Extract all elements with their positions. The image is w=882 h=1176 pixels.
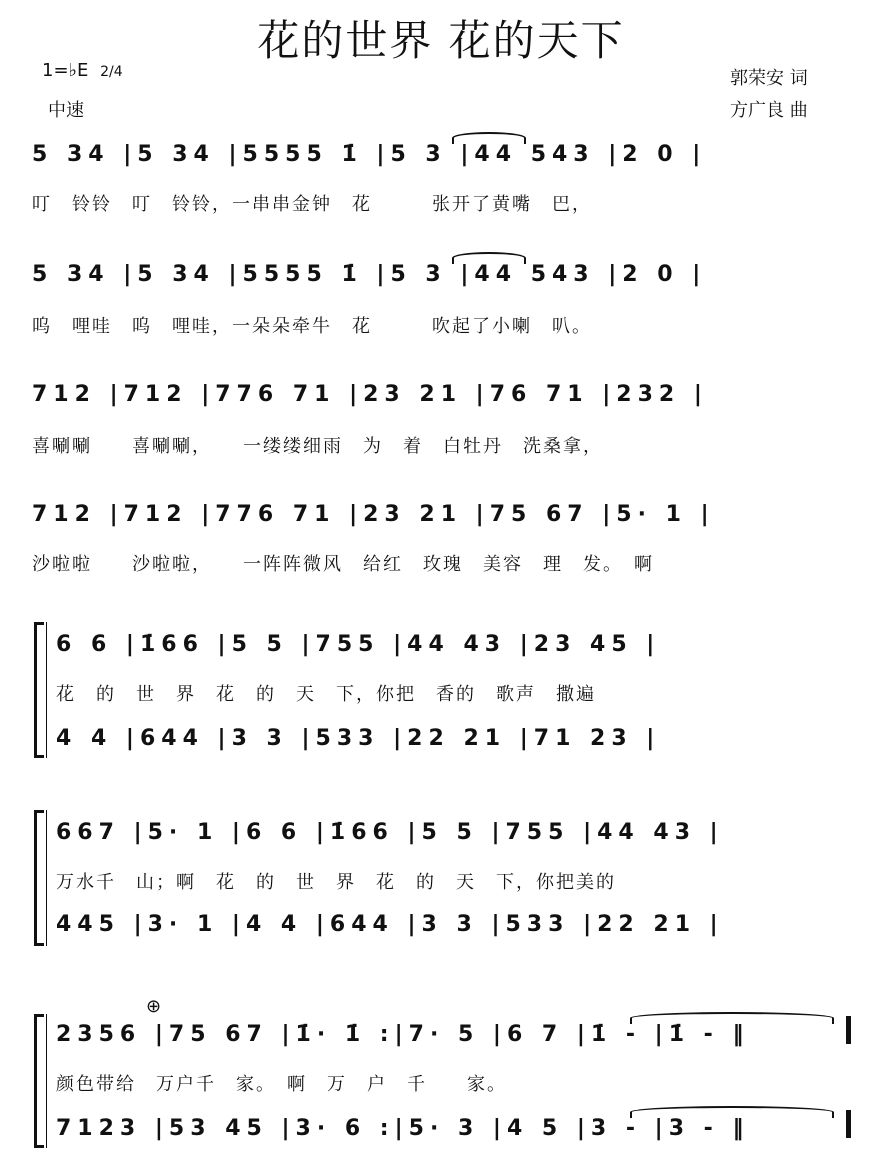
system-barline <box>46 810 47 946</box>
system-6-melody: 667 |5· 1 |6 6 |1̇66 |5 5 |755 |44 43 | <box>56 820 724 845</box>
system-barline <box>46 622 47 758</box>
song-title: 花的世界 花的天下 <box>257 16 625 65</box>
system-7-lyrics: 颜色带给 万户千 家。 啊 万 户 千 家。 <box>56 1074 507 1095</box>
composer-credit: 方广良 曲 <box>730 100 808 121</box>
tie-mark <box>630 1012 834 1024</box>
tie-mark <box>630 1106 834 1118</box>
system-4-lyrics: 沙啦啦 沙啦啦， 一阵阵微风 给红 玫瑰 美容 理 发。 啊 <box>32 554 654 575</box>
system-1-melody: 5 34 |5 34 |5555 1̇ |5 3 |44 543 |2 0 | <box>32 142 707 167</box>
time-signature: 2/4 <box>100 64 123 80</box>
lyricist-credit: 郭荣安 词 <box>730 68 808 89</box>
segno-icon: ⊕ <box>146 996 162 1017</box>
system-2-melody: 5 34 |5 34 |5555 1̇ |5 3 |44 543 |2 0 | <box>32 262 707 287</box>
system-barline <box>46 1014 47 1148</box>
final-barline <box>846 1110 851 1138</box>
system-5-melody: 6 6 |1̇66 |5 5 |755 |44 43 |23 45 | <box>56 632 661 657</box>
system-2-lyrics: 呜 哩哇 呜 哩哇，一朵朵牵牛 花 吹起了小喇 叭。 <box>32 316 592 337</box>
system-6-lyrics: 万水千 山；啊 花 的 世 界 花 的 天 下，你把美的 <box>56 872 616 893</box>
tempo-marking: 中速 <box>48 100 84 121</box>
tie-mark <box>452 252 526 264</box>
final-barline <box>846 1016 851 1044</box>
system-6-harmony: 445 |3· 1 |4 4 |644 |3 3 |533 |22 21 | <box>56 912 724 937</box>
system-5-lyrics: 花 的 世 界 花 的 天 下，你把 香的 歌声 撒遍 <box>56 684 596 705</box>
tie-mark <box>452 132 526 144</box>
key-label: 1=♭E <box>42 60 89 81</box>
system-7-melody: 2356 |75 67 |1̇· 1̇ :|7· 5 |6 7 |1̇ - |1̇ - ‖ <box>56 1022 750 1047</box>
system-5-harmony: 4 4 |644 |3 3 |533 |22 21 |71 23 | <box>56 726 661 751</box>
system-7-harmony: 7123 |53 45 |3· 6 :|5· 3 |4 5 |3 - |3 - ‖ <box>56 1116 750 1141</box>
system-3-melody: 712 |712 |776 71 |23 21 |76 71 |232 | <box>32 382 708 407</box>
system-3-lyrics: 喜唰唰 喜唰唰， 一缕缕细雨 为 着 白牡丹 洗桑拿， <box>32 436 603 457</box>
system-4-melody: 712 |712 |776 71 |23 21 |75 67 |5· 1 | <box>32 502 715 527</box>
system-bracket <box>34 810 45 946</box>
system-bracket <box>34 622 45 758</box>
key-signature <box>42 60 123 81</box>
system-1-lyrics: 叮 铃铃 叮 铃铃，一串串金钟 花 张开了黄嘴 巴， <box>32 194 592 215</box>
system-bracket <box>34 1014 45 1148</box>
